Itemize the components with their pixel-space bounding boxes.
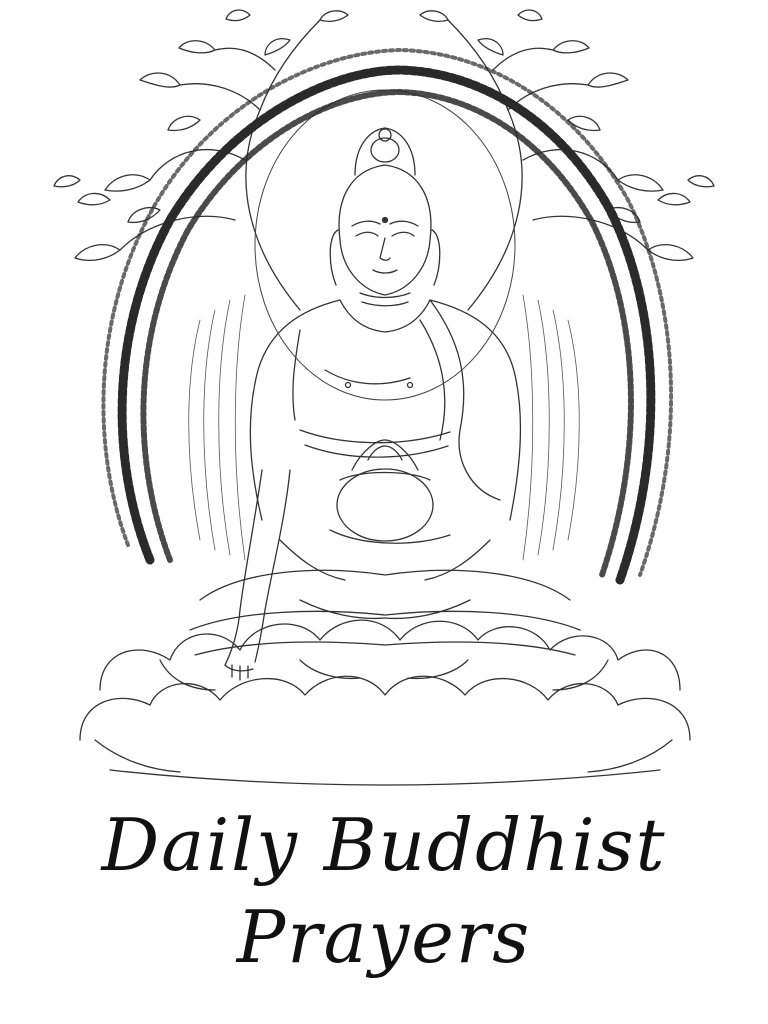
foliage-left: [54, 10, 348, 310]
title-line-1: Daily Buddhist: [101, 803, 667, 887]
buddha-head: [330, 128, 440, 306]
title-line-2: Prayers: [236, 895, 532, 979]
inner-halo: [255, 90, 515, 400]
buddha-body: [190, 300, 580, 680]
foliage-right: [420, 10, 714, 310]
